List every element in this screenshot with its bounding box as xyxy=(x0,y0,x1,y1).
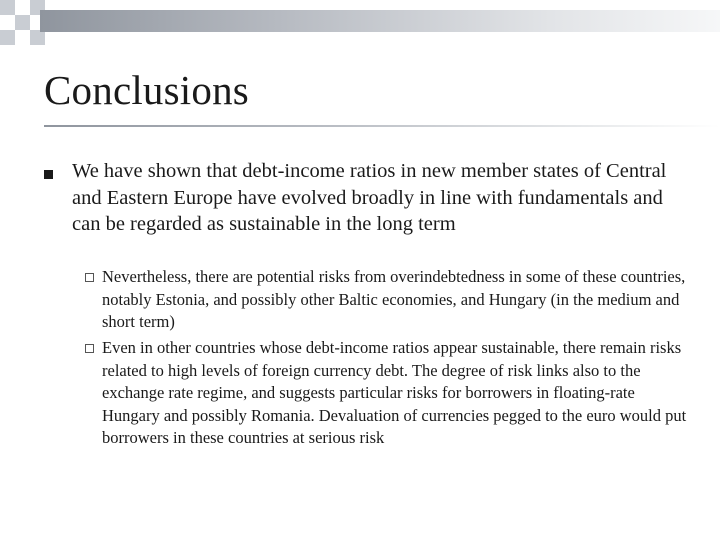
sub-bullet-text-2: Even in other countries whose debt-income ratios appear sustainable, there remain risks related to high levels of foreign currency debt. The degree of risk links also to the exchange rate regime, and suggests particular risks for borrowers in floating-rate Hungary and possibly Romania. Devaluation of currencies pegged to the euro would put borrowers in these countries at serious risk xyxy=(102,338,687,447)
filled-square-bullet-icon xyxy=(44,170,53,179)
hollow-square-bullet-icon xyxy=(85,273,94,282)
header-band xyxy=(40,10,720,32)
slide-title: Conclusions xyxy=(44,67,249,113)
hollow-square-bullet-icon xyxy=(85,344,94,353)
sub-bullet-text-1: Nevertheless, there are potential risks from overindebtedness in some of these countries, notably Estonia, and possibly other Baltic economies, and Hungary (in the medium and short term) xyxy=(102,267,686,331)
title-divider xyxy=(44,125,720,127)
main-bullet-text: We have shown that debt-income ratios in new member states of Central and Eastern Europe have evolved broadly in line with fundamentals and can be regarded as sustainable in the long term xyxy=(72,160,667,235)
